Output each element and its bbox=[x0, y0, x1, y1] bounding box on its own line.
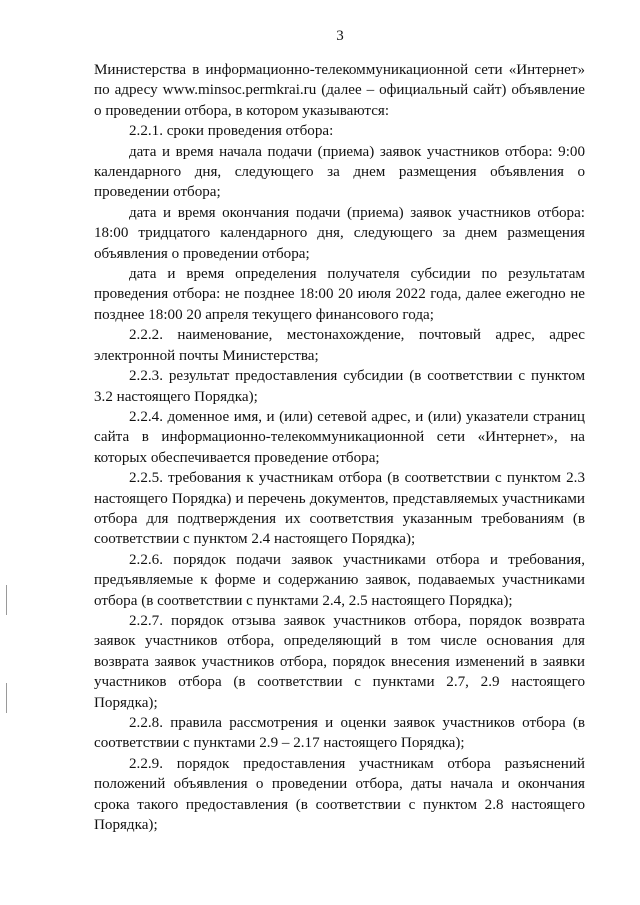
paragraph-2-2-8: 2.2.8. правила рассмотрения и оценки заявок участников отбора (в соответствии с пунктами 2.9 – 2.17 настоящего Порядка); bbox=[94, 715, 585, 752]
paragraph-2-2-3: 2.2.3. результат предоставления субсидии (в соответствии с пунктом 3.2 настоящего Порядка); bbox=[94, 368, 585, 405]
paragraph-2-2-6: 2.2.6. порядок подачи заявок участниками отбора и требования, предъявляемые к форме и содержанию заявок, подаваемых участниками отбора (в соответствии с пунктами 2.4, 2.5 настоящего Порядка); bbox=[94, 551, 585, 609]
page-number: 3 bbox=[336, 28, 344, 44]
paragraph-2-2-1: 2.2.1. сроки проведения отбора: bbox=[129, 123, 334, 140]
paragraph-2-2-9: 2.2.9. порядок предоставления участникам отбора разъяснений положений объявления о проведении отбора, даты начала и окончания срока такого предоставления (в соответствии с пунктом 2.8 настоящего Порядка); bbox=[94, 755, 585, 834]
paragraph-intro: Министерства в информационно-телекоммуникационной сети «Интернет» по адресу www.minsoc.permkrai.ru (далее – официальный сайт) объявление о проведении отбора, в котором указываются: bbox=[94, 62, 585, 119]
scan-edge-mark bbox=[6, 683, 7, 713]
paragraph-end-date: дата и время окончания подачи (приема) заявок участников отбора: 18:00 тридцатого календарного дня, следующего за днем размещения объявления о проведении отбора; bbox=[94, 204, 585, 262]
scan-edge-mark bbox=[6, 585, 7, 615]
paragraph-2-2-5: 2.2.5. требования к участникам отбора (в соответствии с пунктом 2.3 настоящего Порядка) и перечень документов, представляемых участниками отбора для подтверждения их соответствия указанным требованиям (в соответствии с пунктом 2.4 настоящего Порядка); bbox=[94, 470, 585, 548]
document-body bbox=[94, 60, 585, 835]
paragraph-2-2-4: 2.2.4. доменное имя, и (или) сетевой адрес, и (или) указатели страниц сайта в информационно-телекоммуникационной сети «Интернет», на которых обеспечивается проведение отбора; bbox=[94, 408, 585, 466]
paragraph-2-2-2: 2.2.2. наименование, местонахождение, почтовый адрес, адрес электронной почты Министерства; bbox=[94, 327, 585, 364]
paragraph-winner-date: дата и время определения получателя субсидии по результатам проведения отбора: не позднее 18:00 20 июля 2022 года, далее ежегодно не позднее 18:00 20 апреля текущего финансового года; bbox=[94, 266, 585, 323]
paragraph-start-date: дата и время начала подачи (приема) заявок участников отбора: 9:00 календарного дня, следующего за днем размещения объявления о проведении отбора; bbox=[94, 143, 585, 201]
paragraph-2-2-7: 2.2.7. порядок отзыва заявок участников отбора, порядок возврата заявок участников отбора, определяющий в том числе основания для возврата заявок участников отбора, порядок внесения изменений в заявки участников отбора (в соответствии с пунктами 2.7, 2.9 настоящего Порядка); bbox=[94, 612, 585, 711]
